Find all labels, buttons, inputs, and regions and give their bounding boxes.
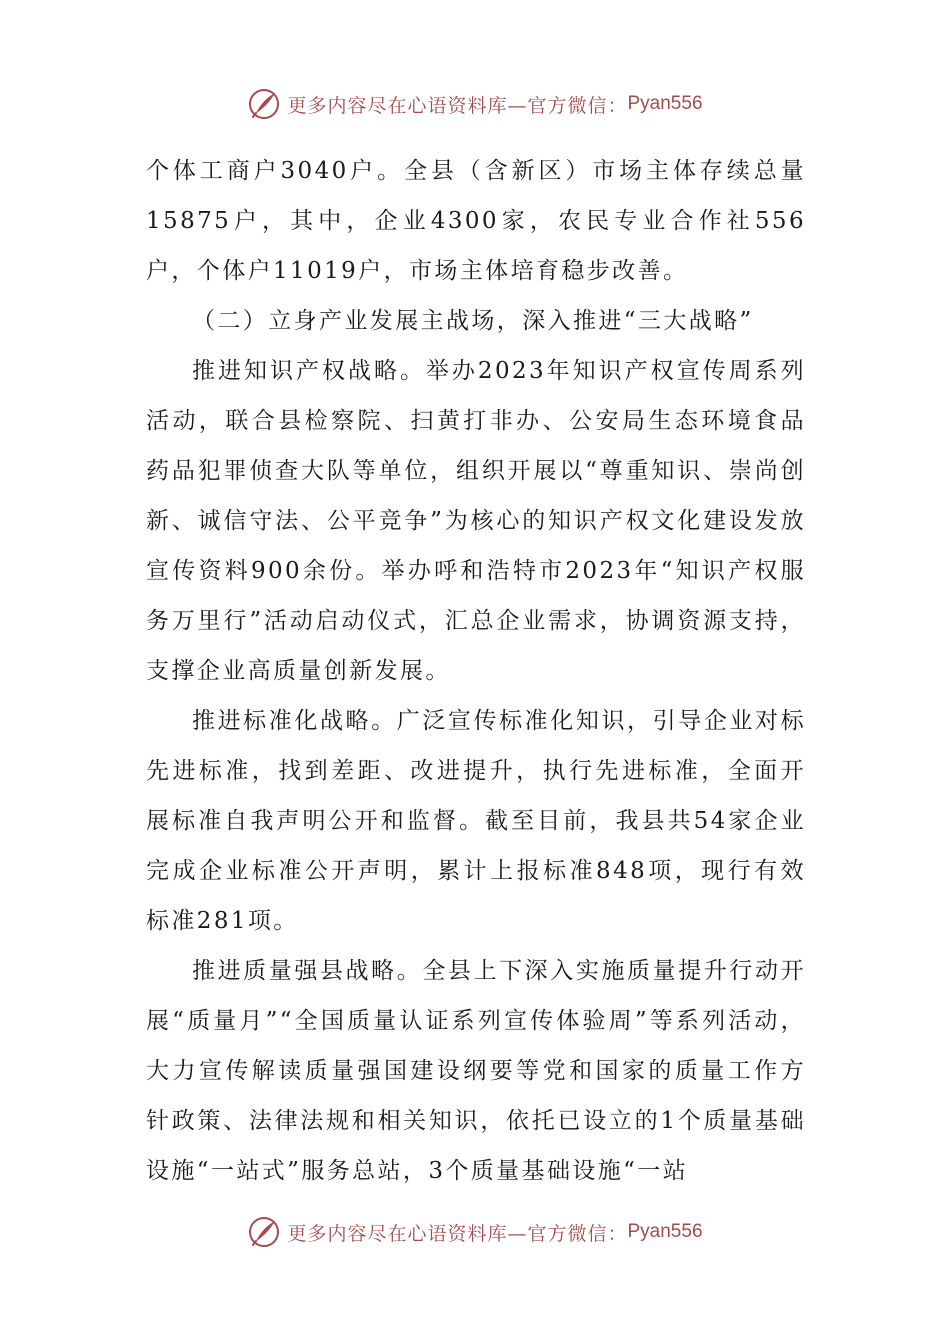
document-body [146,146,806,1196]
quill-logo-icon [247,1215,281,1249]
watermark-text: 更多内容尽在心语资料库—官方微信： [287,1222,628,1245]
paragraph-ip-strategy: 推进知识产权战略。举办2023年知识产权宣传周系列活动，联合县检察院、扫黄打非办、公安局生态环境食品药品犯罪侦查大队等单位，组织开展以“尊重知识、崇尚创新、诚信守法、公平竞争”为核心的知识产权文化建设发放宣传资料900余份。举办呼和浩特市2023年“知识产权服务万里行”活动启动仪式，汇总企业需求，协调资源支持，支撑企业高质量创新发展。 [146,358,806,684]
paragraph-standardization-strategy: 推进标准化战略。广泛宣传标准化知识，引导企业对标先进标准，找到差距、改进提升，执行先进标准，全面开展标准自我声明公开和监督。截至目前，我县共54家企业完成企业标准公开声明，累计上报标准848项，现行有效标准281项。 [146,708,806,934]
watermark-footer [0,1212,950,1252]
watermark-text: 更多内容尽在心语资料库—官方微信： [287,94,628,117]
watermark-wechat-id: Pyan556 [627,93,703,114]
section-heading: （二）立身产业发展主战场，深入推进“三大战略” [192,308,754,334]
watermark-wechat-id: Pyan556 [627,1221,703,1242]
quill-logo-icon [247,87,281,121]
paragraph-quality-strategy: 推进质量强县战略。全县上下深入实施质量提升行动开展“质量月”“全国质量认证系列宣传体验周”等系列活动，大力宣传解读质量强国建设纲要等党和国家的质量工作方针政策、法律法规和相关知识，依托已设立的1个质量基础设施“一站式”服务总站，3个质量基础设施“一站 [146,958,806,1184]
paragraph-continued: 个体工商户3040户。全县（含新区）市场主体存续总量15875户，其中，企业4300家，农民专业合作社556户，个体户11019户，市场主体培育稳步改善。 [146,158,806,284]
watermark-header [0,84,950,124]
